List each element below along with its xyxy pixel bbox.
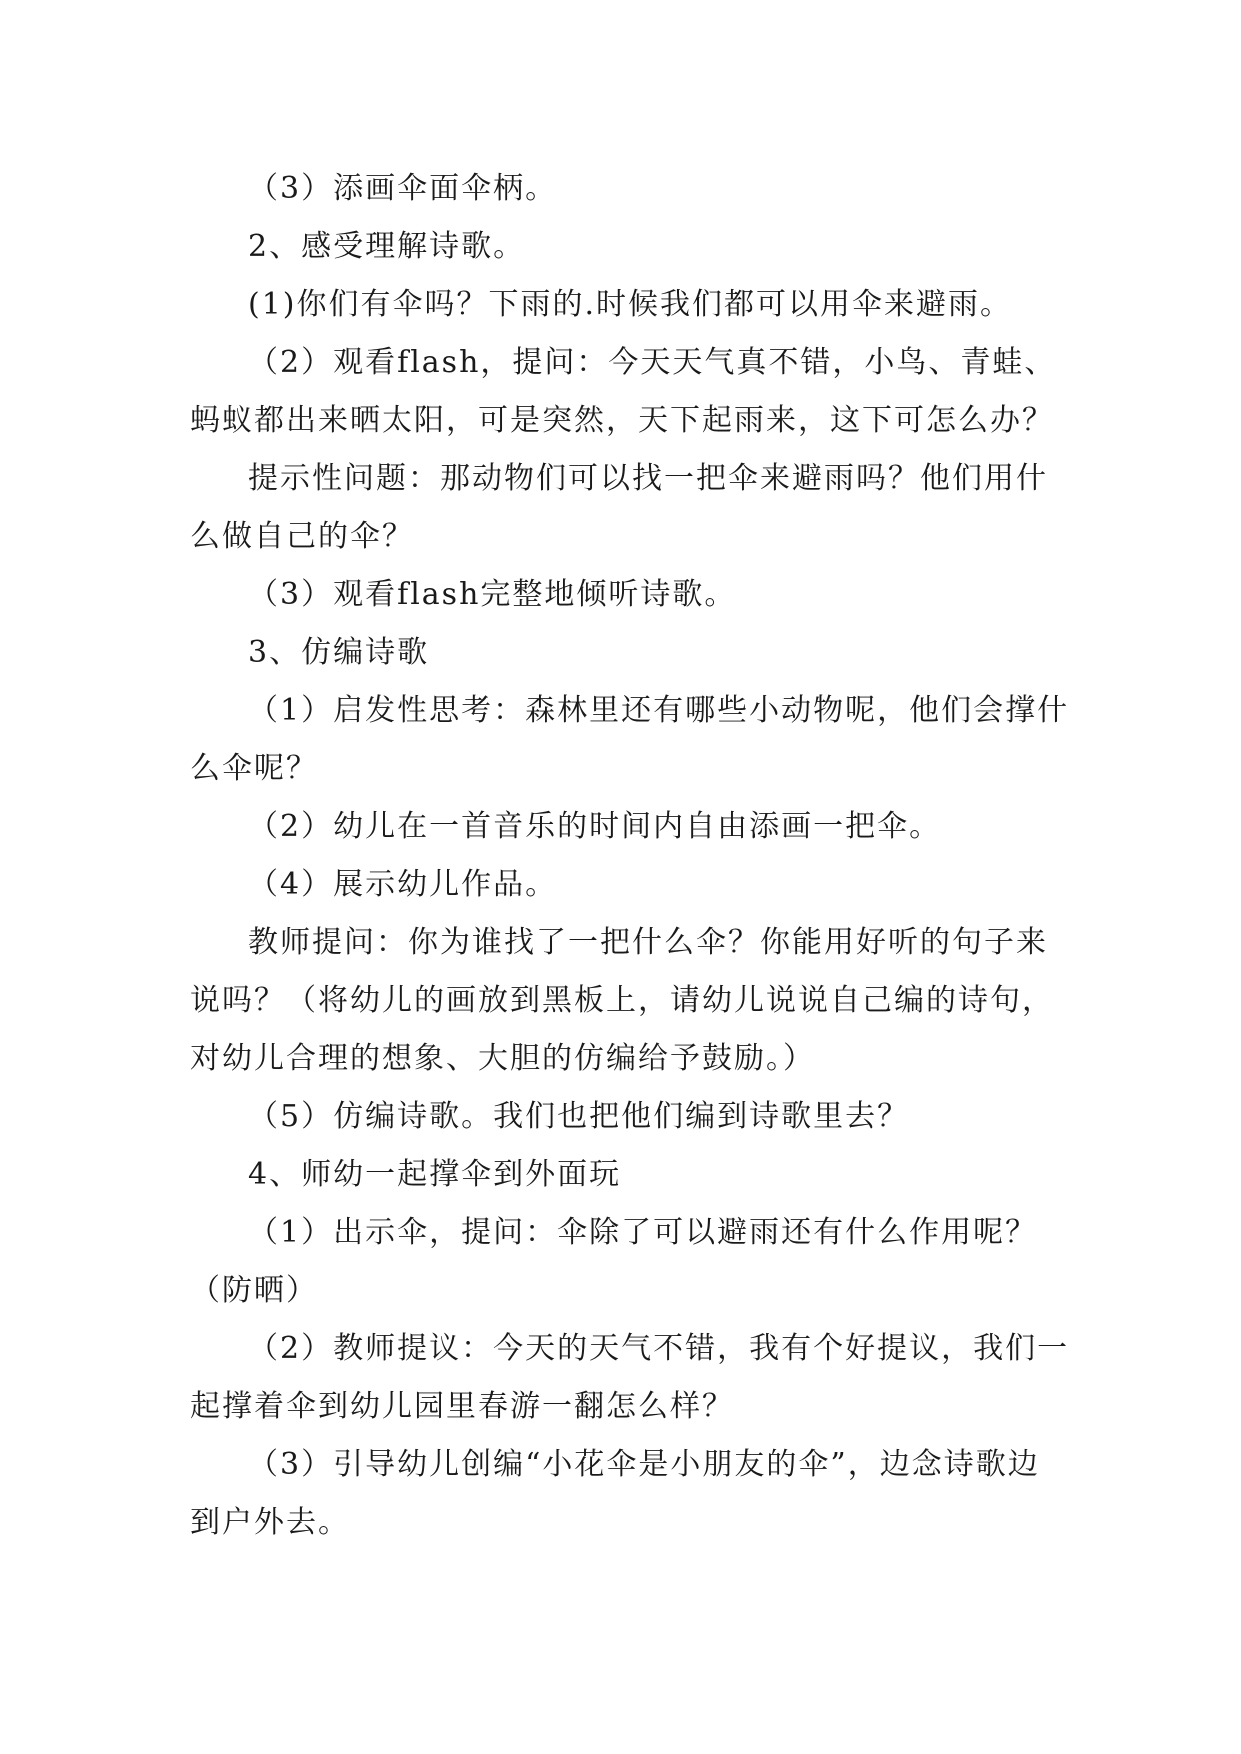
paragraph: （3）观看flash完整地倾听诗歌。 <box>248 577 737 612</box>
paragraph: （5）仿编诗歌。我们也把他们编到诗歌里去？ <box>248 1099 910 1134</box>
document-body <box>190 160 1070 1552</box>
paragraph: 4、师幼一起撑伞到外面玩 <box>248 1157 622 1192</box>
paragraph: （4）展示幼儿作品。 <box>248 867 558 902</box>
paragraph: 3、仿编诗歌 <box>248 635 430 670</box>
paragraph: (1)你们有伞吗？下雨的.时候我们都可以用伞来避雨。 <box>248 287 1013 322</box>
paragraph: （3）引导幼儿创编“小花伞是小朋友的伞”，边念诗歌边到户外去。 <box>190 1447 1040 1540</box>
paragraph: 教师提问：你为谁找了一把什么伞？你能用好听的句子来说吗？（将幼儿的画放到黑板上，请幼儿说说自己编的诗句，对幼儿合理的想象、大胆的仿编给予鼓励。） <box>190 925 1054 1076</box>
paragraph: （2）幼儿在一首音乐的时间内自由添画一把伞。 <box>248 809 942 844</box>
paragraph: 2、感受理解诗歌。 <box>248 229 526 264</box>
paragraph: 提示性问题：那动物们可以找一把伞来避雨吗？他们用什么做自己的伞？ <box>190 461 1048 554</box>
paragraph: （1）出示伞，提问：伞除了可以避雨还有什么作用呢？（防晒） <box>190 1215 1038 1308</box>
paragraph: （3）添画伞面伞柄。 <box>248 171 558 206</box>
paragraph: （1）启发性思考：森林里还有哪些小动物呢，他们会撑什么伞呢？ <box>190 693 1070 786</box>
paragraph: （2）观看flash，提问：今天天气真不错，小鸟、青蛙、蚂蚁都出来晒太阳，可是突然，天下起雨来，这下可怎么办？ <box>190 345 1057 438</box>
paragraph: （2）教师提议：今天的天气不错，我有个好提议，我们一起撑着伞到幼儿园里春游一翻怎么样？ <box>190 1331 1070 1424</box>
